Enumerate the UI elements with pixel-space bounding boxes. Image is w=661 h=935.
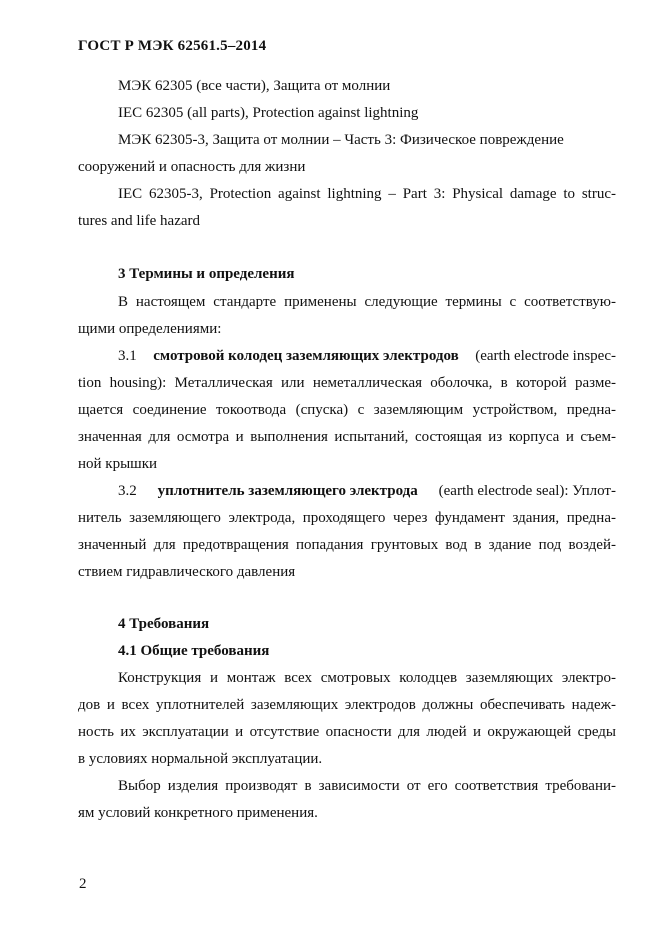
- definition-3-2-term: уплотнитель заземляющего электрода: [157, 483, 418, 499]
- definition-3-2-english: (earth electrode seal): Уплот-: [438, 483, 616, 499]
- definition-3-1-line5: ной крышки: [78, 456, 158, 472]
- definition-3-2-line2: нитель заземляющего электрода, проходящего через фундамент здания, предна-: [78, 510, 616, 526]
- definition-3-2-number: 3.2: [118, 483, 137, 499]
- section-4-1-p1-line2: дов и всех уплотнителей заземляющих электродов должны обеспечивать надеж-: [78, 697, 616, 713]
- section-4-1-p2-line2: ям условий конкретного применения.: [78, 805, 318, 821]
- definition-3-1-term: смотровой колодец заземляющих электродов: [153, 348, 459, 364]
- definition-3-1-english: (earth electrode inspec-: [475, 348, 616, 364]
- reference-iec-62305-en: IEC 62305 (all parts), Protection against lightning: [118, 105, 419, 121]
- definition-3-1-line1: [118, 347, 616, 365]
- definition-3-1-number: 3.1: [118, 348, 137, 364]
- reference-iec-62305-3-en-line1: IEC 62305-3, Protection against lightning – Part 3: Physical damage to struc-: [118, 186, 616, 202]
- section-3-intro-line1: В настоящем стандарте применены следующие термины с соответствую-: [118, 294, 616, 310]
- section-4-1-p1-line1: Конструкция и монтаж всех смотровых колодцев заземляющих электро-: [118, 670, 616, 686]
- definition-3-2-line3: значенный для предотвращения попадания грунтовых вод в здание под воздей-: [78, 537, 616, 553]
- definition-3-1-line4: значенная для осмотра и выполнения испытаний, состоящая из корпуса и съем-: [78, 429, 616, 445]
- document-header: ГОСТ Р МЭК 62561.5–2014: [78, 38, 267, 54]
- page-number: 2: [79, 876, 87, 892]
- reference-iec-62305-ru: МЭК 62305 (все части), Защита от молнии: [118, 78, 391, 94]
- reference-iec-62305-3-ru-line2: сооружений и опасность для жизни: [78, 159, 306, 175]
- reference-iec-62305-3-ru-line1: МЭК 62305-3, Защита от молнии – Часть 3: Физическое повреждение: [118, 132, 564, 148]
- section-4-1-heading: 4.1 Общие требования: [118, 643, 270, 659]
- section-4-1-p2-line1: Выбор изделия производят в зависимости от его соответствия требовани-: [118, 778, 616, 794]
- section-3-heading: 3 Термины и определения: [118, 266, 295, 282]
- section-3-intro-line2: щими определениями:: [78, 321, 222, 337]
- definition-3-1-line3: щается соединение токоотвода (спуска) с заземляющим устройством, предна-: [78, 402, 616, 418]
- reference-iec-62305-3-en-line2: tures and life hazard: [78, 213, 201, 229]
- section-4-heading: 4 Требования: [118, 616, 210, 632]
- definition-3-2-line1: [118, 482, 616, 500]
- section-4-1-p1-line4: в условиях нормальной эксплуатации.: [78, 751, 323, 767]
- section-4-1-p1-line3: ность их эксплуатации и отсутствие опасности для людей и окружающей среды: [78, 724, 616, 740]
- definition-3-1-line2: tion housing): Металлическая или неметаллическая оболочка, в которой разме-: [78, 375, 616, 391]
- definition-3-2-line4: ствием гидравлического давления: [78, 564, 296, 580]
